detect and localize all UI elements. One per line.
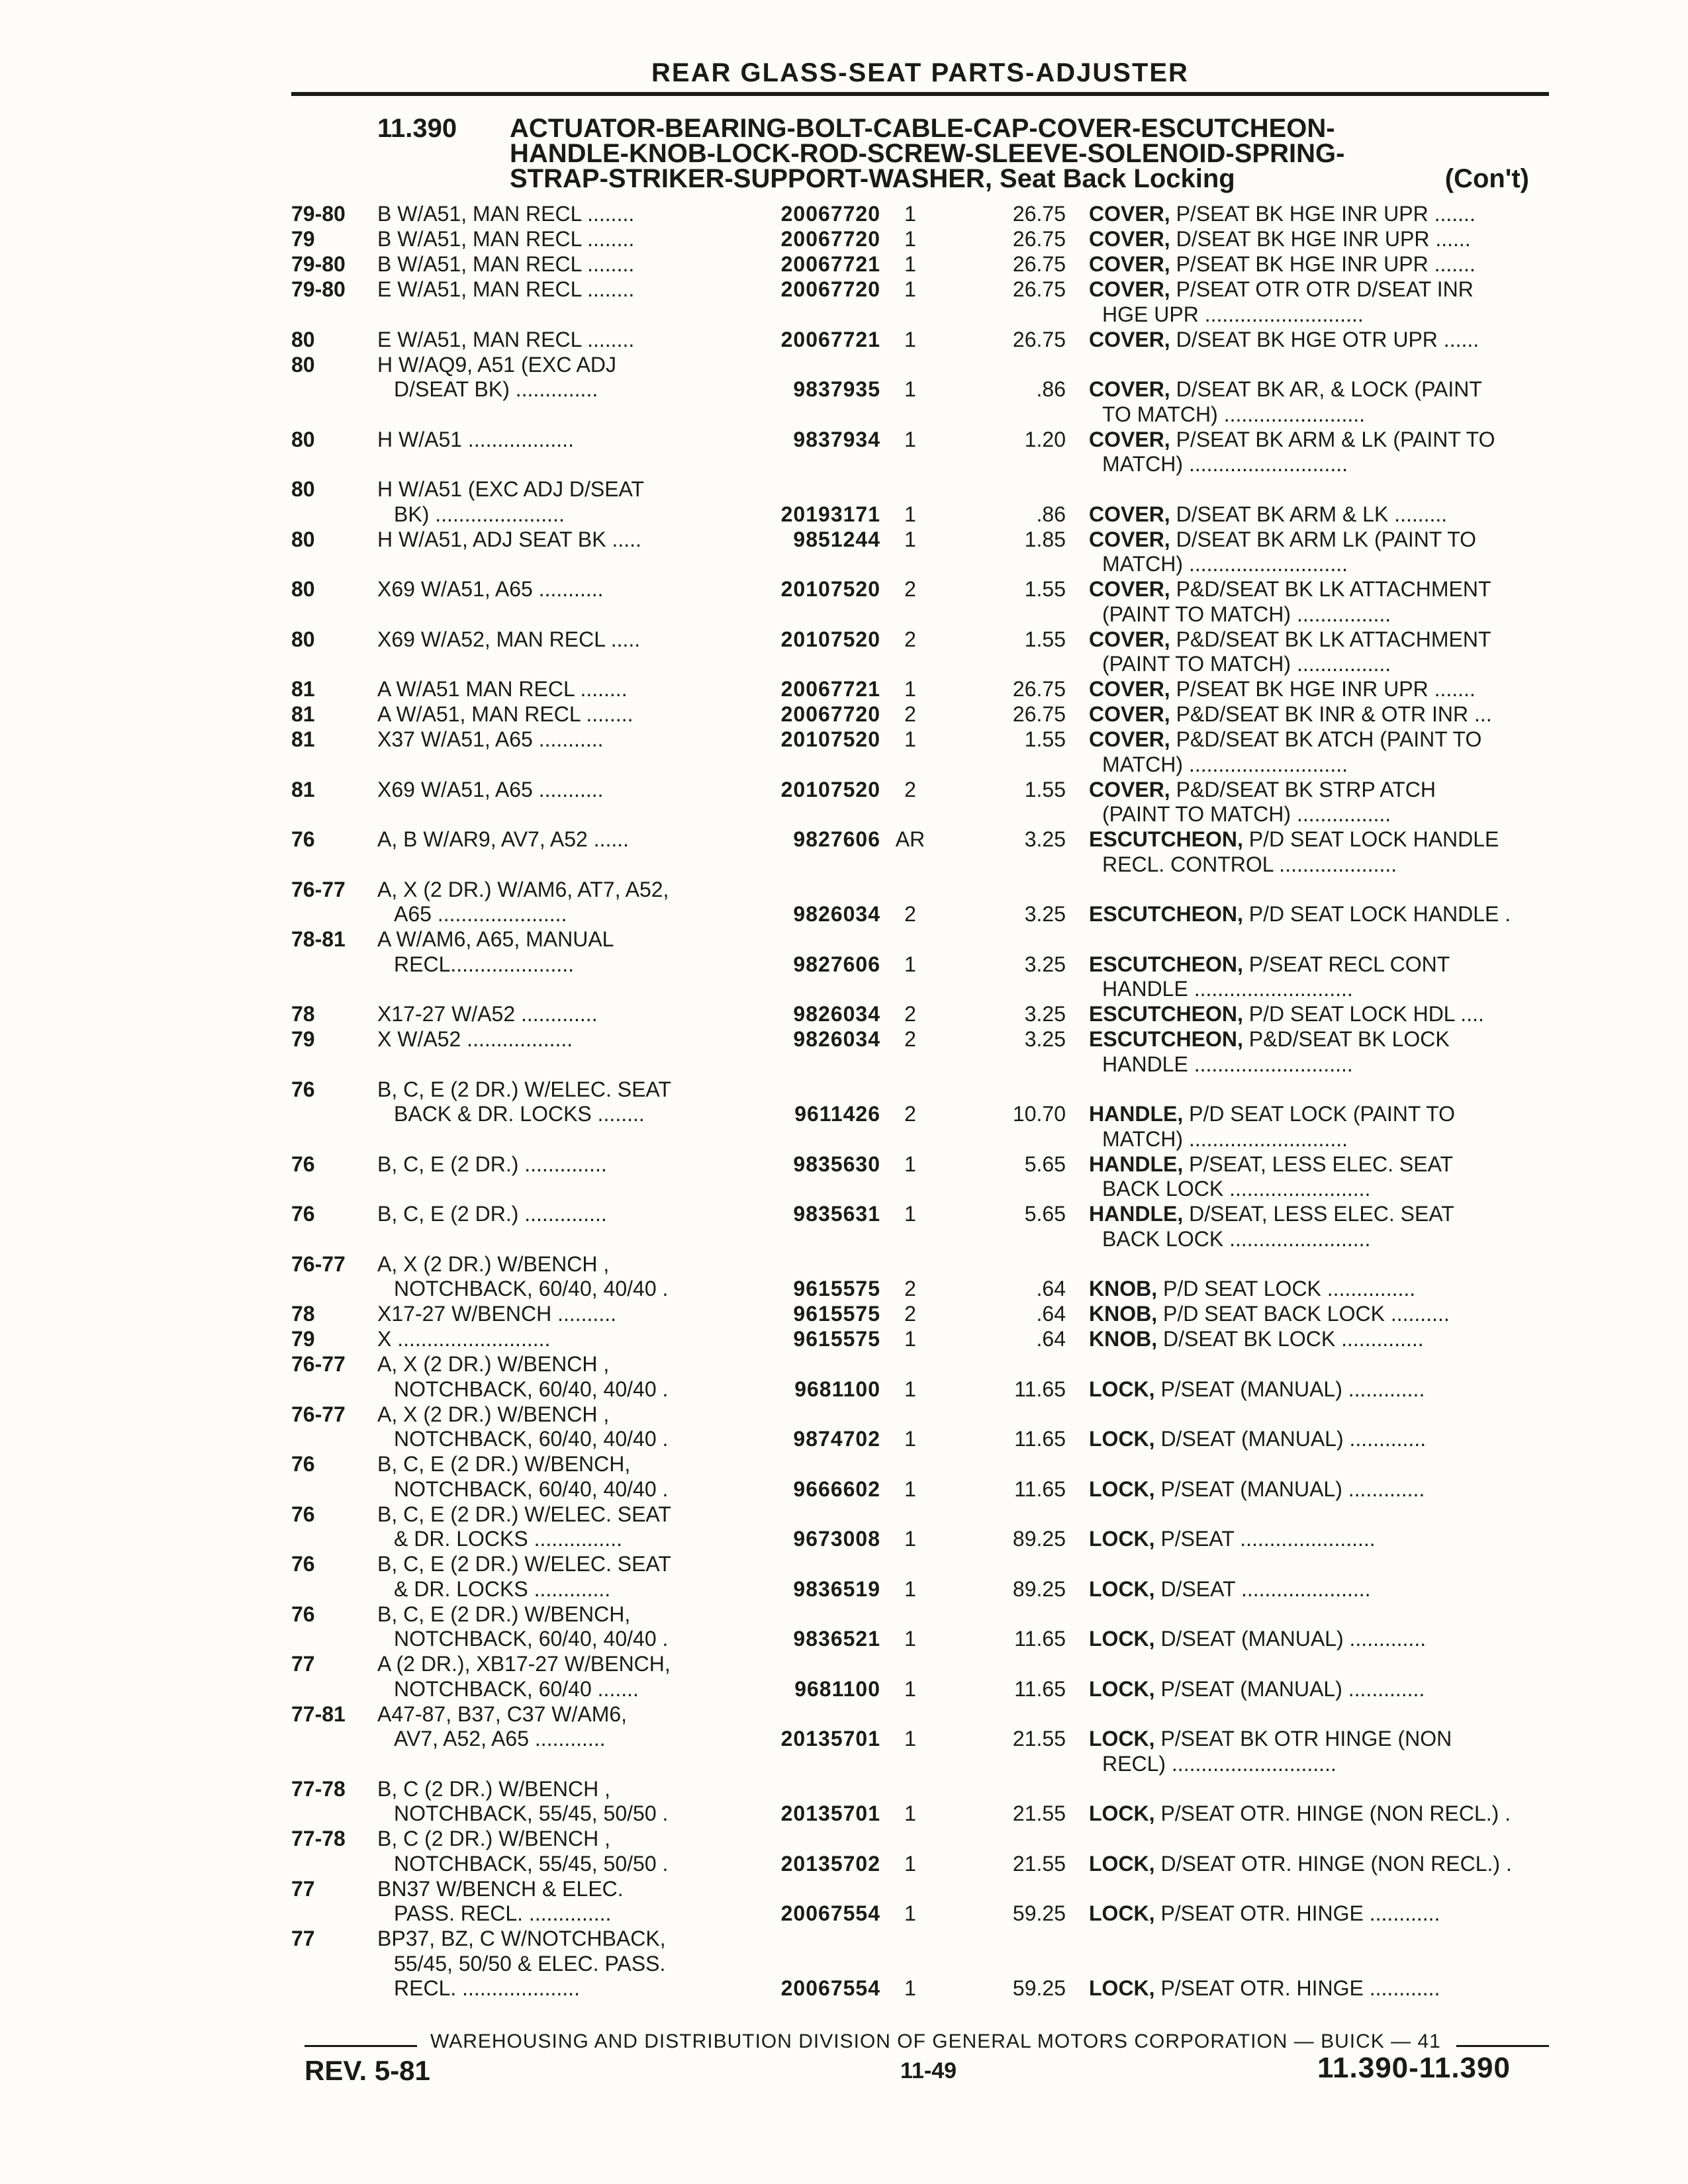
application: B, C, E (2 DR.) W/BENCH, NOTCHBACK, 60/40, 40/40 . — [377, 1602, 669, 1651]
footer-rule-right — [1456, 2045, 1549, 2047]
table-row — [291, 477, 1549, 527]
description: LOCK, D/SEAT OTR. HINGE (NON RECL.) . — [1089, 1851, 1512, 1876]
fig-number: 79 — [291, 1027, 315, 1051]
description: COVER, D/SEAT BK AR, & LOCK (PAINT TO MATCH) ........................ — [1089, 377, 1482, 426]
application: B W/A51, MAN RECL ........ — [377, 252, 635, 276]
price: 11.65 — [1014, 1676, 1066, 1701]
price: 26.75 — [1012, 277, 1066, 301]
application: A, X (2 DR.) W/BENCH , NOTCHBACK, 60/40, 40/40 . — [377, 1402, 669, 1451]
table-row — [291, 1152, 1549, 1203]
quantity: 1 — [904, 427, 916, 451]
quantity: 2 — [904, 777, 916, 801]
quantity: 1 — [904, 202, 916, 226]
application: X17-27 W/BENCH .......... — [377, 1302, 616, 1326]
part-number: 9673008 — [793, 1527, 880, 1551]
table-row — [291, 878, 1549, 928]
price: 59.25 — [1012, 1901, 1066, 1925]
quantity: 2 — [904, 577, 916, 601]
fig-number: 76 — [291, 1452, 315, 1476]
description: COVER, D/SEAT BK HGE INR UPR ...... — [1089, 227, 1471, 251]
quantity: 1 — [904, 1377, 916, 1401]
table-row — [291, 827, 1549, 878]
section-range: 11.390-11.390 — [1317, 2052, 1511, 2084]
description: COVER, P/SEAT BK ARM & LK (PAINT TO MATCH) ........................... — [1089, 427, 1495, 476]
footer-division: WAREHOUSING AND DISTRIBUTION DIVISION OF GENERAL MOTORS CORPORATION — BUICK — 41 — [430, 2030, 1441, 2052]
application: A W/A51, MAN RECL ........ — [377, 702, 633, 726]
description: ESCUTCHEON, P/SEAT RECL CONT HANDLE ........................... — [1089, 952, 1450, 1001]
description: COVER, D/SEAT BK HGE OTR UPR ...... — [1089, 327, 1479, 351]
table-row — [291, 277, 1549, 328]
fig-number: 81 — [291, 727, 315, 751]
quantity: 1 — [904, 1801, 916, 1825]
price: 26.75 — [1012, 327, 1066, 351]
fig-number: 76-77 — [291, 877, 346, 901]
price: 59.25 — [1012, 1976, 1066, 2000]
quantity: 1 — [904, 1527, 916, 1551]
fig-number: 78-81 — [291, 927, 346, 951]
price: 11.65 — [1014, 1377, 1066, 1401]
part-number: 9615575 — [793, 1327, 880, 1351]
fig-number: 77 — [291, 1652, 315, 1676]
price: 1.55 — [1024, 727, 1066, 751]
fig-number: 77 — [291, 1927, 315, 1950]
description: LOCK, P/SEAT (MANUAL) ............. — [1089, 1377, 1425, 1401]
price: 5.65 — [1024, 1152, 1066, 1176]
fig-number: 81 — [291, 777, 315, 801]
description: LOCK, P/SEAT OTR. HINGE (NON RECL.) . — [1089, 1801, 1511, 1825]
part-number: 9836521 — [793, 1627, 880, 1651]
section-title-line: HANDLE-KNOB-LOCK-ROD-SCREW-SLEEVE-SOLENOID-SPRING- — [510, 139, 1345, 168]
fig-number: 80 — [291, 327, 315, 351]
application: A, X (2 DR.) W/BENCH , NOTCHBACK, 60/40, 40/40 . — [377, 1352, 669, 1401]
application: H W/A51 .................. — [377, 427, 574, 451]
application: H W/AQ9, A51 (EXC ADJ D/SEAT BK) .............. — [377, 352, 616, 401]
price: 3.25 — [1024, 902, 1066, 926]
part-number: 9666602 — [793, 1477, 880, 1501]
part-number: 20067720 — [780, 202, 880, 226]
part-number: 9851244 — [793, 527, 880, 551]
application: B, C, E (2 DR.) W/BENCH, NOTCHBACK, 60/40, 40/40 . — [377, 1452, 669, 1501]
description: ESCUTCHEON, P/D SEAT LOCK HDL .... — [1089, 1002, 1484, 1026]
footer-rule-left — [305, 2045, 417, 2047]
quantity: 1 — [904, 252, 916, 276]
table-row — [291, 1552, 1549, 1602]
description: ESCUTCHEON, P&D/SEAT BK LOCK HANDLE ........................... — [1089, 1027, 1450, 1076]
description: KNOB, D/SEAT BK LOCK .............. — [1089, 1327, 1424, 1351]
price: 3.25 — [1024, 1002, 1066, 1026]
quantity: 1 — [904, 1477, 916, 1501]
fig-number: 81 — [291, 677, 315, 701]
part-number: 9837934 — [793, 427, 880, 451]
price: 89.25 — [1012, 1576, 1066, 1601]
part-number: 20193171 — [780, 502, 880, 526]
fig-number: 76 — [291, 1202, 315, 1226]
part-number: 20067721 — [780, 327, 880, 351]
application: X W/A52 .................. — [377, 1027, 573, 1051]
fig-number: 78 — [291, 1302, 315, 1326]
part-number: 9837935 — [793, 377, 880, 401]
price: 26.75 — [1012, 677, 1066, 701]
table-row — [291, 328, 1549, 353]
application: A (2 DR.), XB17-27 W/BENCH, NOTCHBACK, 60/40 ....... — [377, 1652, 671, 1701]
table-row — [291, 627, 1549, 678]
price: 26.75 — [1012, 202, 1066, 226]
part-number: 20067720 — [780, 227, 880, 251]
parts-table — [291, 202, 1549, 2001]
quantity: 2 — [904, 627, 916, 651]
table-row — [291, 1352, 1549, 1402]
quantity: 1 — [904, 327, 916, 351]
part-number: 20107520 — [780, 727, 880, 751]
application: A, X (2 DR.) W/AM6, AT7, A52, A65 ...................... — [377, 877, 669, 926]
application: X17-27 W/A52 ............. — [377, 1002, 598, 1026]
table-row — [291, 1827, 1549, 1877]
fig-number: 80 — [291, 627, 315, 651]
price: 1.20 — [1024, 427, 1066, 451]
fig-number: 76 — [291, 1552, 315, 1576]
description: LOCK, P/SEAT (MANUAL) ............. — [1089, 1676, 1425, 1701]
part-number: 20067721 — [780, 252, 880, 276]
description: COVER, P&D/SEAT BK LK ATTACHMENT (PAINT TO MATCH) ................ — [1089, 577, 1491, 626]
application: B W/A51, MAN RECL ........ — [377, 202, 635, 226]
price: .86 — [1036, 377, 1066, 401]
table-row — [291, 1027, 1549, 1077]
section-title-line: STRAP-STRIKER-SUPPORT-WASHER, Seat Back Locking (Con't) — [510, 164, 1529, 193]
part-number: 9827606 — [793, 952, 880, 976]
fig-number: 77-78 — [291, 1776, 346, 1801]
price: 21.55 — [1012, 1851, 1066, 1876]
quantity: 1 — [904, 227, 916, 251]
price: 26.75 — [1012, 227, 1066, 251]
description: LOCK, D/SEAT ...................... — [1089, 1576, 1371, 1601]
price: 3.25 — [1024, 827, 1066, 851]
part-number: 9615575 — [793, 1277, 880, 1300]
part-number: 9681100 — [794, 1676, 880, 1701]
table-row — [291, 778, 1549, 828]
continued-label: (Con't) — [1444, 164, 1529, 193]
application: X .......................... — [377, 1327, 551, 1351]
price: 5.65 — [1024, 1202, 1066, 1226]
application: X37 W/A51, A65 ........... — [377, 727, 604, 751]
table-row — [291, 1502, 1549, 1553]
part-number: 9681100 — [794, 1377, 880, 1401]
table-row — [291, 428, 1549, 478]
table-row — [291, 1602, 1549, 1653]
description: KNOB, P/D SEAT LOCK ............... — [1089, 1277, 1416, 1300]
table-row — [291, 927, 1549, 1002]
part-number: 9611426 — [794, 1102, 880, 1126]
fig-number: 78 — [291, 1002, 315, 1026]
table-row — [291, 1777, 1549, 1827]
section-title — [377, 116, 1536, 191]
section-title-line: ACTUATOR-BEARING-BOLT-CABLE-CAP-COVER-ESCUTCHEON- — [510, 114, 1335, 143]
application: BP37, BZ, C W/NOTCHBACK, 55/45, 50/50 & ELEC. PASS. RECL. .................... — [377, 1927, 666, 2000]
application: A, X (2 DR.) W/BENCH , NOTCHBACK, 60/40, 40/40 . — [377, 1251, 669, 1300]
section-number: 11.390 — [377, 114, 457, 143]
price: 1.85 — [1024, 527, 1066, 551]
application: B, C (2 DR.) W/BENCH , NOTCHBACK, 55/45, 50/50 . — [377, 1827, 669, 1876]
fig-number: 80 — [291, 527, 315, 551]
part-number: 9827606 — [793, 827, 880, 851]
application: B, C (2 DR.) W/BENCH , NOTCHBACK, 55/45, 50/50 . — [377, 1776, 669, 1825]
table-row — [291, 202, 1549, 227]
table-row — [291, 252, 1549, 277]
description: ESCUTCHEON, P/D SEAT LOCK HANDLE . — [1089, 902, 1511, 926]
price: 11.65 — [1014, 1427, 1066, 1451]
application: A W/AM6, A65, MANUAL RECL..................... — [377, 927, 614, 976]
price: 89.25 — [1012, 1527, 1066, 1551]
part-number: 20067554 — [780, 1976, 880, 2000]
fig-number: 77-81 — [291, 1702, 346, 1726]
description: COVER, P&D/SEAT BK LK ATTACHMENT (PAINT TO MATCH) ................ — [1089, 627, 1491, 676]
part-number: 20107520 — [780, 577, 880, 601]
fig-number: 79-80 — [291, 202, 346, 226]
application: H W/A51 (EXC ADJ D/SEAT BK) ...................... — [377, 477, 645, 526]
description: COVER, D/SEAT BK ARM LK (PAINT TO MATCH) ........................... — [1089, 527, 1477, 576]
price: .64 — [1036, 1327, 1066, 1351]
quantity: 1 — [904, 1676, 916, 1701]
fig-number: 76 — [291, 1077, 315, 1101]
quantity: 1 — [904, 527, 916, 551]
part-number: 9826034 — [793, 902, 880, 926]
quantity: 1 — [904, 1327, 916, 1351]
table-row — [291, 1202, 1549, 1252]
price: 26.75 — [1012, 252, 1066, 276]
description: LOCK, D/SEAT (MANUAL) ............. — [1089, 1627, 1427, 1651]
price: 11.65 — [1014, 1627, 1066, 1651]
part-number: 20067720 — [780, 277, 880, 301]
table-row — [291, 702, 1549, 727]
description: KNOB, P/D SEAT BACK LOCK .......... — [1089, 1302, 1450, 1326]
quantity: 1 — [904, 1901, 916, 1925]
quantity: 1 — [904, 1727, 916, 1751]
description: COVER, P/SEAT BK HGE INR UPR ....... — [1089, 252, 1476, 276]
table-row — [291, 1327, 1549, 1352]
quantity: 1 — [904, 1202, 916, 1226]
application: X69 W/A52, MAN RECL ..... — [377, 627, 641, 651]
table-row — [291, 727, 1549, 778]
price: 10.70 — [1012, 1102, 1066, 1126]
fig-number: 76-77 — [291, 1352, 346, 1376]
part-number: 20135701 — [780, 1727, 880, 1751]
application: E W/A51, MAN RECL ........ — [377, 277, 635, 301]
application: A47-87, B37, C37 W/AM6, AV7, A52, A65 ............ — [377, 1702, 628, 1751]
fig-number: 80 — [291, 352, 315, 377]
application: B W/A51, MAN RECL ........ — [377, 227, 635, 251]
description: COVER, D/SEAT BK ARM & LK ......... — [1089, 502, 1448, 526]
fig-number: 79-80 — [291, 252, 346, 276]
price: 1.55 — [1024, 777, 1066, 801]
quantity: 1 — [904, 1851, 916, 1876]
description: ESCUTCHEON, P/D SEAT LOCK HANDLE RECL. CONTROL .................... — [1089, 827, 1499, 876]
description: HANDLE, P/D SEAT LOCK (PAINT TO MATCH) ........................... — [1089, 1102, 1455, 1151]
description: COVER, P&D/SEAT BK STRP ATCH (PAINT TO MATCH) ................ — [1089, 777, 1436, 826]
fig-number: 79-80 — [291, 277, 346, 301]
table-row — [291, 1452, 1549, 1502]
price: 1.55 — [1024, 627, 1066, 651]
quantity: 1 — [904, 502, 916, 526]
part-number: 20067721 — [780, 677, 880, 701]
price: .64 — [1036, 1277, 1066, 1300]
price: 21.55 — [1012, 1727, 1066, 1751]
part-number: 20067720 — [780, 702, 880, 726]
application: E W/A51, MAN RECL ........ — [377, 327, 635, 351]
part-number: 9874702 — [793, 1427, 880, 1451]
table-row — [291, 1702, 1549, 1777]
quantity: 2 — [904, 1027, 916, 1051]
application: A W/A51 MAN RECL ........ — [377, 677, 628, 701]
application: X69 W/A51, A65 ........... — [377, 777, 604, 801]
quantity: 1 — [904, 677, 916, 701]
description: LOCK, P/SEAT OTR. HINGE ............ — [1089, 1976, 1440, 2000]
description: HANDLE, D/SEAT, LESS ELEC. SEAT BACK LOCK ........................ — [1089, 1202, 1454, 1251]
table-row — [291, 577, 1549, 627]
fig-number: 81 — [291, 702, 315, 726]
fig-number: 80 — [291, 477, 315, 501]
description: COVER, P/SEAT BK HGE INR UPR ....... — [1089, 677, 1476, 701]
quantity: 1 — [904, 377, 916, 401]
table-row — [291, 1402, 1549, 1453]
part-number: 20107520 — [780, 777, 880, 801]
page-header — [291, 58, 1549, 96]
price: 1.55 — [1024, 577, 1066, 601]
description: LOCK, P/SEAT OTR. HINGE ............ — [1089, 1901, 1440, 1925]
quantity: 1 — [904, 727, 916, 751]
quantity: 2 — [904, 1002, 916, 1026]
quantity: 1 — [904, 1976, 916, 2000]
table-row — [291, 1302, 1549, 1327]
application: B, C, E (2 DR.) W/ELEC. SEAT & DR. LOCKS ............. — [377, 1552, 671, 1601]
price: 21.55 — [1012, 1801, 1066, 1825]
part-number: 9836519 — [793, 1576, 880, 1601]
application: B, C, E (2 DR.) .............. — [377, 1202, 607, 1226]
fig-number: 76 — [291, 1602, 315, 1626]
description: LOCK, D/SEAT (MANUAL) ............. — [1089, 1427, 1427, 1451]
quantity: 1 — [904, 1152, 916, 1176]
section-title-lines — [510, 116, 1529, 191]
fig-number: 76-77 — [291, 1251, 346, 1276]
part-number: 9826034 — [793, 1027, 880, 1051]
description: LOCK, P/SEAT (MANUAL) ............. — [1089, 1477, 1425, 1501]
fig-number: 79 — [291, 227, 315, 251]
description: HANDLE, P/SEAT, LESS ELEC. SEAT BACK LOCK ........................ — [1089, 1152, 1454, 1201]
fig-number: 76 — [291, 827, 315, 851]
quantity: 2 — [904, 702, 916, 726]
part-number: 20067554 — [780, 1901, 880, 1925]
fig-number: 80 — [291, 577, 315, 601]
part-number: 9615575 — [793, 1302, 880, 1326]
quantity: 1 — [904, 1427, 916, 1451]
revision-label: REV. 5-81 — [305, 2055, 430, 2086]
description: COVER, P/SEAT OTR OTR D/SEAT INR HGE UPR ........................... — [1089, 277, 1474, 326]
part-number: 20135702 — [780, 1851, 880, 1876]
quantity: 1 — [904, 1627, 916, 1651]
table-row — [291, 1652, 1549, 1702]
fig-number: 77 — [291, 1876, 315, 1901]
part-number: 9835631 — [793, 1202, 880, 1226]
price: .86 — [1036, 502, 1066, 526]
quantity: 2 — [904, 1102, 916, 1126]
application: H W/A51, ADJ SEAT BK ..... — [377, 527, 641, 551]
part-number: 9835630 — [793, 1152, 880, 1176]
table-row — [291, 1877, 1549, 1927]
table-row — [291, 677, 1549, 702]
page-number: 11-49 — [900, 2058, 957, 2083]
description: COVER, P&D/SEAT BK INR & OTR INR ... — [1089, 702, 1492, 726]
table-row — [291, 527, 1549, 578]
part-number: 20135701 — [780, 1801, 880, 1825]
page-header-title: REAR GLASS-SEAT PARTS-ADJUSTER — [651, 58, 1189, 87]
fig-number: 76-77 — [291, 1402, 346, 1426]
price: 11.65 — [1014, 1477, 1066, 1501]
table-row — [291, 1077, 1549, 1152]
application: A, B W/AR9, AV7, A52 ...... — [377, 827, 630, 851]
price: 26.75 — [1012, 702, 1066, 726]
quantity: 2 — [904, 1302, 916, 1326]
quantity: 1 — [904, 952, 916, 976]
description: COVER, P/SEAT BK HGE INR UPR ....... — [1089, 202, 1476, 226]
fig-number: 76 — [291, 1152, 315, 1176]
quantity: 2 — [904, 1277, 916, 1300]
description: LOCK, P/SEAT ....................... — [1089, 1527, 1376, 1551]
fig-number: 76 — [291, 1502, 315, 1526]
quantity: 2 — [904, 902, 916, 926]
application: B, C, E (2 DR.) .............. — [377, 1152, 607, 1176]
description: LOCK, P/SEAT BK OTR HINGE (NON RECL) ............................ — [1089, 1727, 1452, 1776]
quantity: 1 — [904, 1576, 916, 1601]
description: COVER, P&D/SEAT BK ATCH (PAINT TO MATCH) ........................... — [1089, 727, 1482, 776]
part-number: 9826034 — [793, 1002, 880, 1026]
fig-number: 80 — [291, 427, 315, 451]
price: .64 — [1036, 1302, 1066, 1326]
table-row — [291, 1927, 1549, 2001]
quantity: 1 — [904, 277, 916, 301]
price: 3.25 — [1024, 1027, 1066, 1051]
part-number: 20107520 — [780, 627, 880, 651]
table-row — [291, 1002, 1549, 1027]
application: B, C, E (2 DR.) W/ELEC. SEAT BACK & DR. LOCKS ........ — [377, 1077, 671, 1126]
table-row — [291, 353, 1549, 428]
quantity: AR — [895, 827, 925, 851]
table-row — [291, 1252, 1549, 1302]
application: BN37 W/BENCH & ELEC. PASS. RECL. .............. — [377, 1876, 624, 1925]
application: X69 W/A51, A65 ........... — [377, 577, 604, 601]
fig-number: 79 — [291, 1327, 315, 1351]
price: 3.25 — [1024, 952, 1066, 976]
fig-number: 77-78 — [291, 1827, 346, 1850]
table-row — [291, 227, 1549, 252]
application: B, C, E (2 DR.) W/ELEC. SEAT & DR. LOCKS ............... — [377, 1502, 671, 1551]
